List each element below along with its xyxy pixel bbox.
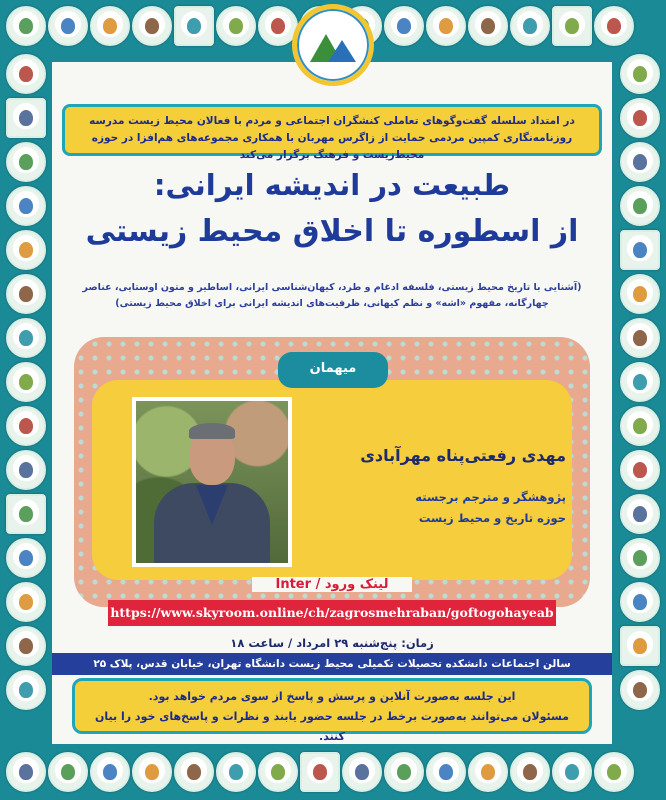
partner-logo-icon xyxy=(132,6,172,46)
partner-logo-icon xyxy=(6,582,46,622)
guest-name: مهدی رفعتی‌پناه مهرآبادی xyxy=(360,446,566,465)
guest-role xyxy=(302,487,566,529)
partner-logo-icon xyxy=(48,6,88,46)
partner-logo-icon xyxy=(620,230,660,270)
partner-logo-icon xyxy=(384,752,424,792)
partner-logo-icon xyxy=(620,582,660,622)
partner-logo-icon xyxy=(426,752,466,792)
partner-logo-icon xyxy=(6,406,46,446)
partner-logo-icon xyxy=(6,98,46,138)
partner-logo-icon xyxy=(6,494,46,534)
topic-description: (آشنایی با تاریخ محیط زیستی، فلسفه ادغام و طرد، کیهان‌شناسی ایرانی، اساطیر و متون اوستایی، عناصر چهارگانه، مفهوم «اشه» و نظم کیهانی، ظرفیت‌های اندیشه ایرانی برای اخلاق محیط زیستی) xyxy=(82,282,582,309)
partner-logo-icon xyxy=(468,6,508,46)
partner-logo-icon xyxy=(620,142,660,182)
guest-photo xyxy=(132,397,292,567)
partner-logo-icon xyxy=(6,450,46,490)
guest-role-line-2: حوزه تاریخ و محیط زیست xyxy=(418,511,566,525)
partner-logo-icon xyxy=(6,626,46,666)
event-time: زمان: پنج‌شنبه ۲۹ امرداد / ساعت ۱۸ xyxy=(230,636,434,650)
partner-logo-icon xyxy=(620,670,660,710)
partner-logo-icon xyxy=(6,752,46,792)
guest-label: میهمان xyxy=(278,352,388,388)
partner-logo-icon xyxy=(620,318,660,358)
partner-logo-icon xyxy=(620,362,660,402)
partner-logo-icon xyxy=(594,752,634,792)
title-line-1: طبیعت در اندیشه ایرانی: xyxy=(153,168,511,202)
partner-logo-icon xyxy=(6,274,46,314)
partner-logo-icon xyxy=(510,6,550,46)
partner-logo-icon xyxy=(6,670,46,710)
partner-logo-icon xyxy=(620,274,660,314)
partner-logo-icon xyxy=(6,318,46,358)
session-note xyxy=(72,678,592,743)
partner-logo-icon xyxy=(6,538,46,578)
partner-logo-icon xyxy=(6,186,46,226)
partner-logo-icon xyxy=(620,450,660,490)
partner-logo-icon xyxy=(384,6,424,46)
intro-text: در امتداد سلسله گفت‌وگوهای تعاملی کنشگران اجتماعی و مردم با فعالان محیط زیست مدرسه روزنامه‌نگاری کمپین مردمی حمایت از زاگرس مهربان با همکاری مجموعه‌های هم‌افزا در حوزه محیط‌زیست و فرهنگ برگزار می‌کند xyxy=(62,104,602,156)
guest-role-line-1: پژوهشگر و مترجم برجسته xyxy=(415,490,566,504)
partner-logo-icon xyxy=(552,752,592,792)
partner-logo-icon xyxy=(132,752,172,792)
partner-logo-icon xyxy=(174,6,214,46)
partner-logo-icon xyxy=(426,6,466,46)
partner-logo-icon xyxy=(6,362,46,402)
partner-logo-icon xyxy=(342,752,382,792)
partner-logo-icon xyxy=(90,6,130,46)
partner-logo-icon xyxy=(216,752,256,792)
partner-logo-icon xyxy=(620,626,660,666)
partner-logo-icon xyxy=(620,494,660,534)
note-line-1: این جلسه به‌صورت آنلاین و پرسش و پاسخ از سوی مردم خواهد بود. xyxy=(148,690,516,703)
partner-logo-icon xyxy=(258,752,298,792)
partner-logo-icon xyxy=(300,752,340,792)
partner-logo-icon xyxy=(620,538,660,578)
partner-logo-icon xyxy=(510,752,550,792)
partner-logo-icon xyxy=(6,230,46,270)
event-poster xyxy=(52,62,612,744)
partner-logo-icon xyxy=(174,752,214,792)
title-line-2: از اسطوره تا اخلاق محیط زیستی xyxy=(85,214,579,249)
event-place: سالن اجتماعات دانشکده تحصیلات تکمیلی محیط زیست دانشگاه تهران، خیابان قدس، پلاک ۲۵ xyxy=(52,653,612,675)
partner-logo-icon xyxy=(6,54,46,94)
partner-logo-icon xyxy=(620,98,660,138)
skyroom-link[interactable]: https://www.skyroom.online/ch/zagrosmehraban/goftogohayeab xyxy=(108,600,556,626)
partner-logo-icon xyxy=(552,6,592,46)
note-line-2: مسئولان می‌توانند به‌صورت برخط در جلسه حضور یابند و نظرات و پاسخ‌های خود را بیان کنند. xyxy=(95,710,569,743)
partner-logo-icon xyxy=(594,6,634,46)
partner-logo-icon xyxy=(48,752,88,792)
partner-logo-icon xyxy=(620,186,660,226)
partner-logo-icon xyxy=(468,752,508,792)
link-label: لینک ورود / Inter xyxy=(252,577,412,592)
partner-logo-icon xyxy=(90,752,130,792)
partner-logo-icon xyxy=(6,6,46,46)
partner-logo-icon xyxy=(216,6,256,46)
environment-school-logo-icon xyxy=(292,4,374,86)
partner-logo-icon xyxy=(6,142,46,182)
partner-logo-icon xyxy=(620,54,660,94)
partner-logo-icon xyxy=(620,406,660,446)
